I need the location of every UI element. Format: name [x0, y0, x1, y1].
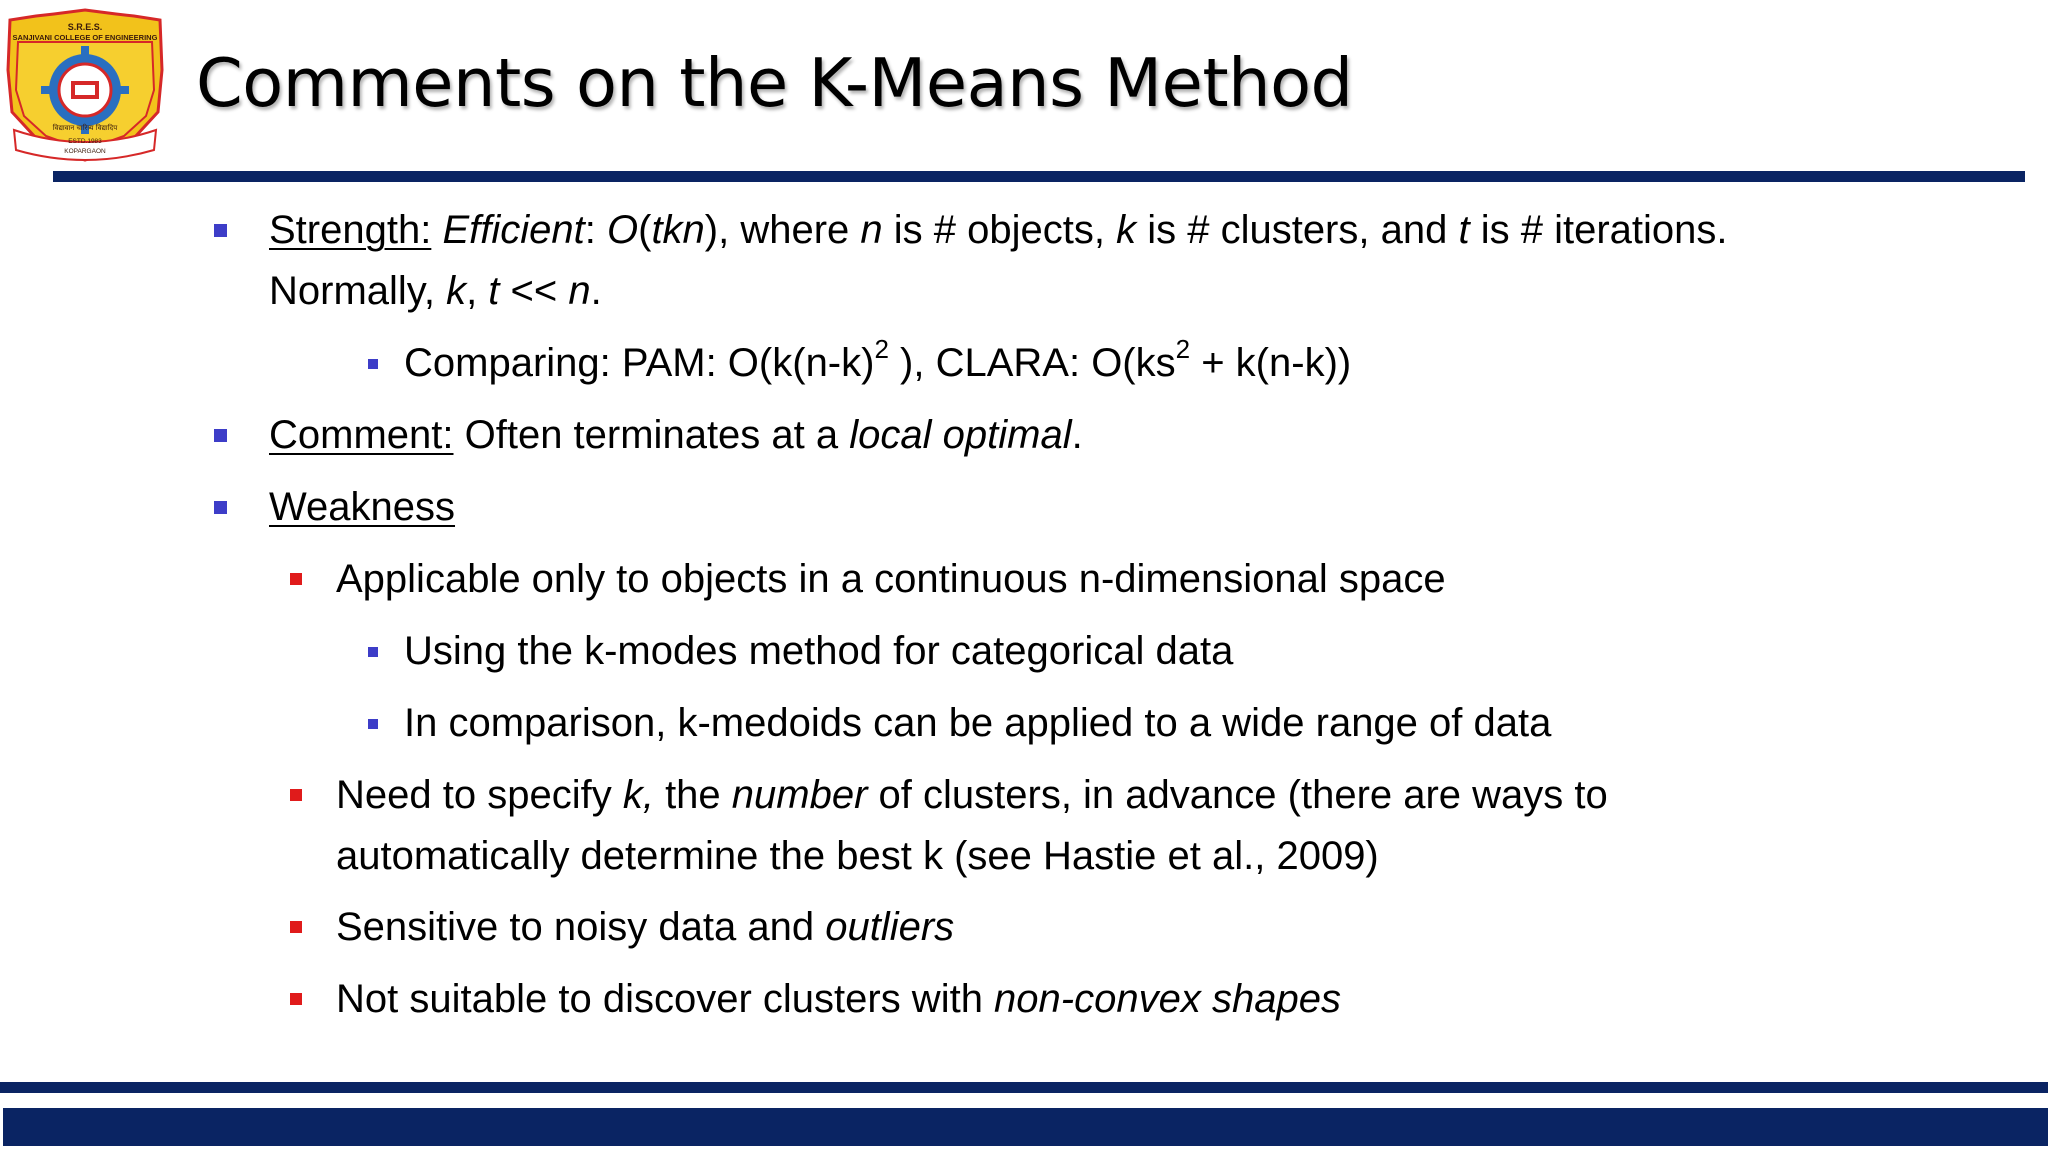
text-run: In comparison, k-medoids can be applied to a wide range of data [404, 701, 1552, 745]
title-underline-rule [53, 171, 2025, 182]
strength-line-1 [269, 200, 1727, 261]
bullet-item-kmodes [404, 621, 1233, 682]
k-variable: k, [622, 773, 654, 817]
bullet-item-specify-k [336, 765, 1608, 887]
bullet-item-strength [269, 200, 1727, 322]
text-run: Applicable only to objects in a continuous n-dimensional space [336, 557, 1446, 601]
text-run: of clusters, in advance (there are ways to [867, 773, 1608, 817]
college-logo [4, 8, 166, 168]
square-bullet-icon [214, 429, 227, 442]
square-bullet-icon [368, 359, 378, 369]
text-run: Sensitive to noisy data and [336, 905, 826, 949]
text-run [431, 208, 442, 252]
footer-thick-bar [3, 1108, 2048, 1146]
strength-line-2 [269, 261, 1727, 322]
logo-top-text: S.R.E.S. [67, 22, 103, 32]
text-run: . [1071, 413, 1083, 457]
square-bullet-icon [290, 573, 302, 585]
square-bullet-icon [368, 719, 378, 729]
square-bullet-icon [368, 647, 378, 657]
text-run: Comparing: PAM: O(k(n-k) [404, 341, 875, 385]
tkn-variable: tkn [651, 208, 705, 252]
text-run: . [590, 269, 602, 313]
text-run: Often terminates at a [453, 413, 850, 457]
strength-label: Strength: [269, 208, 432, 252]
logo-name-text: SANJIVANI COLLEGE OF ENGINEERING [12, 33, 158, 42]
text-run: Using the k-modes method for categorical data [404, 629, 1234, 673]
text-run: the [653, 773, 732, 817]
text-run: + k(n-k)) [1190, 341, 1352, 385]
text-run: ( [638, 208, 652, 252]
number-term: number [731, 773, 868, 817]
text-run: is # iterations. [1469, 208, 1728, 252]
logo-estd-text: ESTD.1983 [68, 138, 102, 145]
text-run: : [584, 208, 607, 252]
bullet-item-comparing [404, 333, 1351, 394]
text-run: Not suitable to discover clusters with [336, 977, 995, 1021]
bullet-item-applicable [336, 549, 1446, 610]
square-bullet-icon [214, 501, 227, 514]
n-variable: n [568, 269, 591, 313]
text-run: << [499, 269, 569, 313]
footer-thin-bar [0, 1082, 2048, 1093]
logo-place-text: KOPARGAON [64, 148, 106, 155]
specify-line-1 [336, 765, 1608, 826]
slide-title: Comments on the K-Means Method [196, 44, 1353, 122]
bullet-item-sensitive [336, 897, 954, 958]
specify-line-2: automatically determine the best k (see Hastie et al., 2009) [336, 834, 1379, 878]
local-optimal-term: local optimal [849, 413, 1072, 457]
n-variable: n [860, 208, 883, 252]
superscript: 2 [1175, 333, 1191, 364]
non-convex-term: non-convex shapes [994, 977, 1341, 1021]
text-run: Need to specify [336, 773, 623, 817]
logo-motto-text: विद्यावान चारित्र्य विद्यादिप [52, 124, 118, 132]
bullet-item-nonconvex [336, 969, 1341, 1030]
outliers-term: outliers [825, 905, 955, 949]
k-variable: k [446, 269, 467, 313]
text-run: is # objects, [882, 208, 1117, 252]
comment-label: Comment: [269, 413, 454, 457]
bullet-item-weakness [269, 477, 455, 538]
square-bullet-icon [290, 921, 302, 933]
text-run: is # clusters, and [1136, 208, 1459, 252]
k-variable: k [1116, 208, 1137, 252]
square-bullet-icon [290, 789, 302, 801]
text-run: Normally, [269, 269, 447, 313]
weakness-label: Weakness [269, 485, 456, 529]
t-variable: t [1458, 208, 1470, 252]
text-run: ), CLARA: O(ks [888, 341, 1176, 385]
superscript: 2 [874, 333, 889, 364]
bullet-item-kmedoids [404, 693, 1551, 754]
square-bullet-icon [214, 224, 227, 237]
college-seal-logo-icon [4, 8, 166, 168]
bullet-item-comment [269, 405, 1083, 466]
efficient-term: Efficient [442, 208, 585, 252]
text-run: , [466, 269, 489, 313]
big-o-symbol: O [606, 208, 639, 252]
square-bullet-icon [290, 993, 302, 1005]
text-run: ), where [704, 208, 861, 252]
t-variable: t [488, 269, 500, 313]
